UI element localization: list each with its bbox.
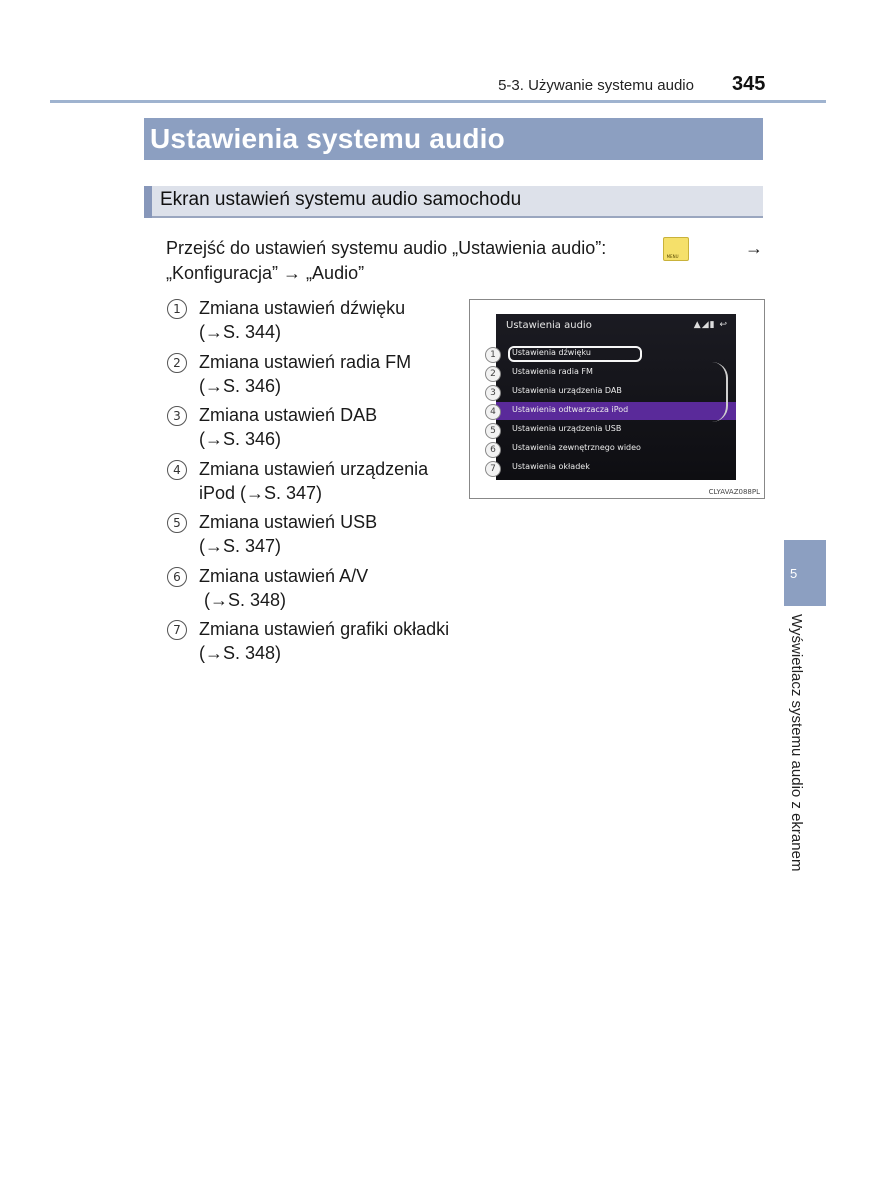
menu-button-icon — [663, 237, 689, 261]
item-text: Zmiana ustawień USB — [199, 512, 378, 532]
screen-menu-label: Ustawienia urządzenia USB — [512, 424, 622, 433]
item-text: Zmiana ustawień radia FM — [199, 351, 412, 372]
page-title: Ustawienia systemu audio — [150, 123, 505, 154]
status-icons: ▲◢▮ ↩ — [693, 320, 728, 330]
list-item — [166, 296, 456, 344]
arrow-icon: → — [745, 238, 763, 258]
item-number: 6 — [167, 567, 187, 587]
list-item — [166, 510, 456, 558]
screen-item-number: 6 — [485, 442, 501, 458]
menu-icon-label: MENU — [666, 253, 679, 259]
item-text: Zmiana ustawień urządzenia — [199, 458, 429, 479]
header-section-title: 5-3. Używanie systemu audio — [498, 77, 694, 94]
intro-text-2: „Konfiguracja” → „Audio” — [166, 263, 365, 283]
item-number: 1 — [167, 299, 187, 319]
item-number: 4 — [167, 460, 187, 480]
item-text: Zmiana ustawień DAB — [199, 405, 378, 425]
item-number: 5 — [167, 513, 187, 533]
list-item — [166, 564, 456, 612]
settings-list — [166, 296, 456, 671]
subsection-accent — [144, 186, 152, 218]
intro-paragraph — [166, 236, 763, 286]
list-item — [166, 457, 456, 505]
list-item — [166, 350, 456, 398]
screen-menu-item — [490, 421, 736, 439]
image-code: CLYAVAZ088PL — [708, 488, 760, 496]
item-text: Zmiana ustawień dźwięku — [199, 298, 406, 318]
screen-menu-item — [490, 440, 736, 458]
screen-menu-item — [490, 383, 736, 401]
chapter-title-vertical: Wyświetlacz systemu audio z ekranem — [788, 614, 805, 872]
screen — [490, 314, 736, 480]
item-page-ref: (→S. 346) — [199, 429, 282, 449]
item-text: Zmiana ustawień grafiki okładki — [199, 619, 450, 639]
screen-menu-item — [490, 364, 736, 382]
screen-title: Ustawienia audio — [506, 320, 592, 331]
screen-item-number: 7 — [485, 461, 501, 477]
scroll-indicator — [712, 362, 728, 422]
item-page-ref: (→S. 348) — [199, 589, 287, 610]
chapter-number: 5 — [790, 566, 798, 581]
audio-settings-screenshot — [469, 299, 765, 499]
item-text: Zmiana ustawień A/V — [199, 565, 369, 586]
page-number: 345 — [732, 73, 766, 95]
item-page-ref: iPod (→S. 347) — [199, 482, 323, 503]
item-number: 3 — [167, 406, 187, 426]
item-page-ref: (→S. 348) — [199, 643, 282, 663]
screen-item-number: 1 — [485, 347, 501, 363]
list-item — [166, 617, 456, 665]
screen-menu-label: Ustawienia dźwięku — [512, 348, 591, 357]
screen-menu-label: Ustawienia radia FM — [512, 367, 593, 376]
header-rule — [50, 100, 826, 103]
list-item — [166, 403, 456, 451]
intro-line-1 — [166, 236, 763, 261]
screen-menu-item — [490, 459, 736, 477]
item-page-ref: (→S. 344) — [199, 322, 282, 342]
subsection-bar — [144, 186, 763, 218]
item-page-ref: (→S. 346) — [199, 375, 282, 396]
screen-menu-item-highlighted — [490, 402, 736, 420]
item-page-ref: (→S. 347) — [199, 536, 282, 556]
screen-item-number: 4 — [485, 404, 501, 420]
screen-menu-label: Ustawienia okładek — [512, 462, 590, 471]
screen-menu-label: Ustawienia odtwarzacza iPod — [512, 405, 629, 414]
screen-item-number: 5 — [485, 423, 501, 439]
item-number: 2 — [167, 353, 187, 373]
subsection-title: Ekran ustawień systemu audio samochodu — [160, 189, 522, 210]
screen-menu-label: Ustawienia urządzenia DAB — [512, 386, 622, 395]
screen-item-number: 3 — [485, 385, 501, 401]
intro-text-1: Przejść do ustawień systemu audio „Ustawienia audio”: — [166, 238, 607, 258]
item-number: 7 — [167, 620, 187, 640]
screen-menu-label: Ustawienia zewnętrznego wideo — [512, 443, 641, 452]
chapter-tab — [784, 540, 826, 606]
screen-item-number: 2 — [485, 366, 501, 382]
screen-menu-item — [490, 345, 736, 363]
page-title-bar — [144, 118, 763, 160]
